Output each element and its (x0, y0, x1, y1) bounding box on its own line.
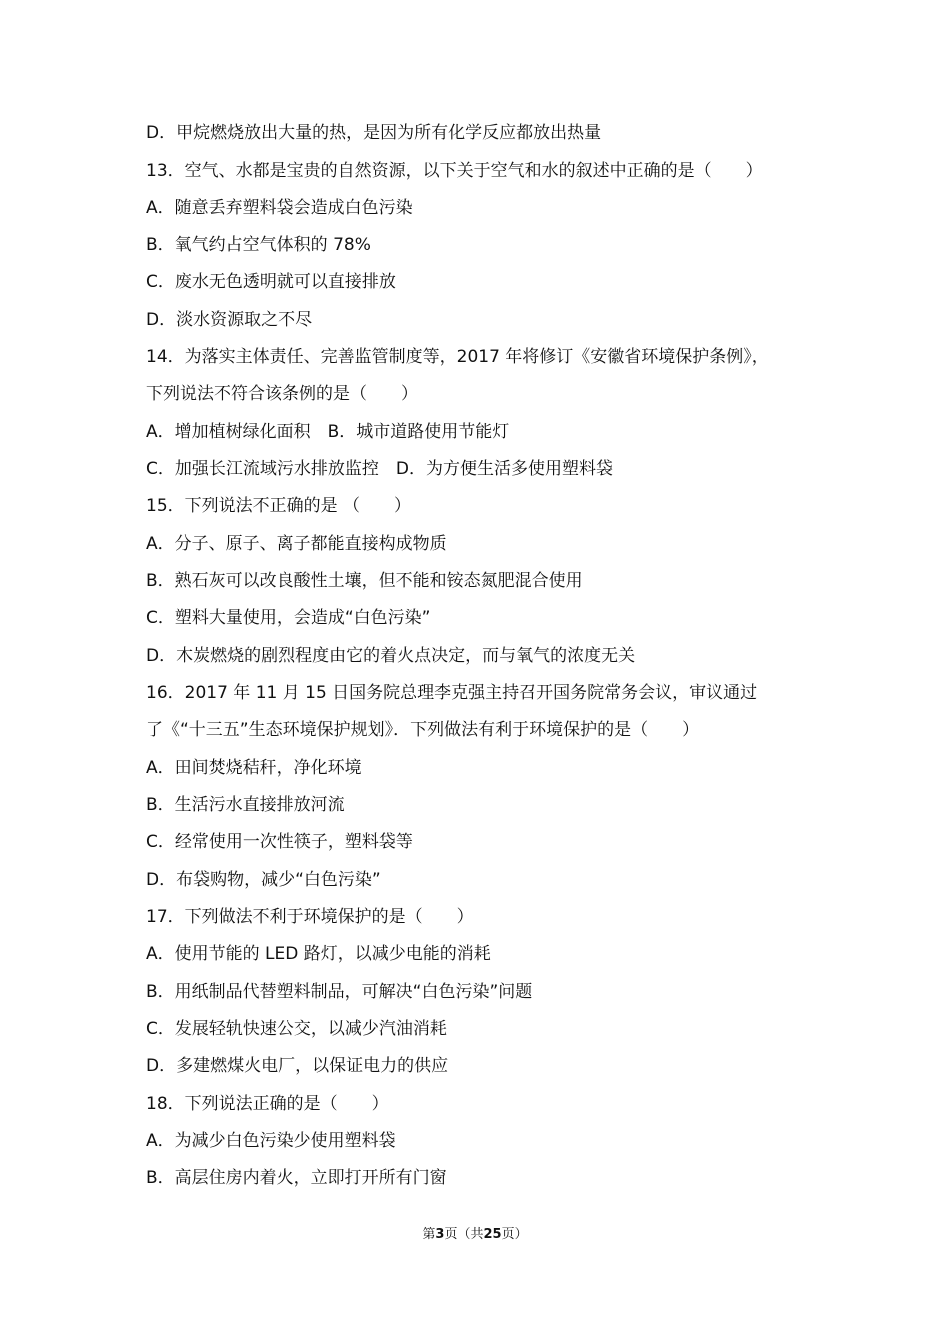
page-footer (0, 1226, 950, 1244)
question-17-option-b: B．用纸制品代替塑料制品，可解决“白色污染”问题 (146, 982, 533, 1002)
question-17-option-c: C．发展轻轨快速公交，以减少汽油消耗 (146, 1019, 447, 1039)
question-15-option-c: C．塑料大量使用，会造成“白色污染” (146, 608, 431, 628)
question-16-option-b: B．生活污水直接排放河流 (146, 795, 345, 815)
question-15-option-b: B．熟石灰可以改良酸性土壤，但不能和铵态氮肥混合使用 (146, 571, 583, 591)
question-16-option-c: C．经常使用一次性筷子，塑料袋等 (146, 832, 413, 852)
question-18-stem: 18．下列说法正确的是（ ） (146, 1094, 389, 1114)
question-18-option-b: B．高层住房内着火，立即打开所有门窗 (146, 1168, 447, 1188)
question-17-stem: 17．下列做法不利于环境保护的是（ ） (146, 907, 474, 927)
footer-middle: 页（共 (444, 1227, 484, 1242)
footer-page-number: 3 (435, 1227, 445, 1242)
question-16-option-a: A．田间焚烧秸秆，净化环境 (146, 758, 362, 778)
question-16-stem: 16．2017 年 11 月 15 日国务院总理李克强主持召开国务院常务会议，审议通过 (146, 683, 758, 703)
footer-total-pages: 25 (483, 1227, 502, 1242)
question-13-option-c: C．废水无色透明就可以直接排放 (146, 272, 396, 292)
question-16-stem-cont: 了《“十三五”生态环境保护规划》．下列做法有利于环境保护的是（ ） (146, 720, 700, 740)
question-15-option-a: A．分子、原子、离子都能直接构成物质 (146, 534, 447, 554)
question-15-option-d: D．木炭燃烧的剧烈程度由它的着火点决定，而与氧气的浓度无关 (146, 646, 636, 666)
question-13-option-d: D．淡水资源取之不尽 (146, 310, 313, 330)
footer-suffix: 页） (501, 1227, 528, 1242)
question-17-option-a: A．使用节能的 LED 路灯，以减少电能的消耗 (146, 944, 491, 964)
question-13-option-b: B．氧气约占空气体积的 78% (146, 235, 371, 255)
question-13-stem: 13．空气、水都是宝贵的自然资源，以下关于空气和水的叙述中正确的是（ ） (146, 161, 763, 181)
question-18-option-a: A．为减少白色污染少使用塑料袋 (146, 1131, 396, 1151)
question-14-options-ab: A．增加植树绿化面积 B．城市道路使用节能灯 (146, 422, 510, 442)
footer-prefix: 第 (422, 1227, 436, 1242)
question-14-stem: 14．为落实主体责任、完善监管制度等，2017 年将修订《安徽省环境保护条例》， (146, 347, 769, 367)
question-16-option-d: D．布袋购物，减少“白色污染” (146, 870, 381, 890)
text-line: D．甲烷燃烧放出大量的热，是因为所有化学反应都放出热量 (146, 123, 602, 143)
question-17-option-d: D．多建燃煤火电厂，以保证电力的供应 (146, 1056, 449, 1076)
question-13-option-a: A．随意丢弃塑料袋会造成白色污染 (146, 198, 413, 218)
question-14-stem-cont: 下列说法不符合该条例的是（ ） (146, 384, 418, 404)
question-15-stem: 15．下列说法不正确的是 （ ） (146, 496, 412, 516)
question-14-options-cd: C．加强长江流域污水排放监控 D．为方便生活多使用塑料袋 (146, 459, 613, 479)
